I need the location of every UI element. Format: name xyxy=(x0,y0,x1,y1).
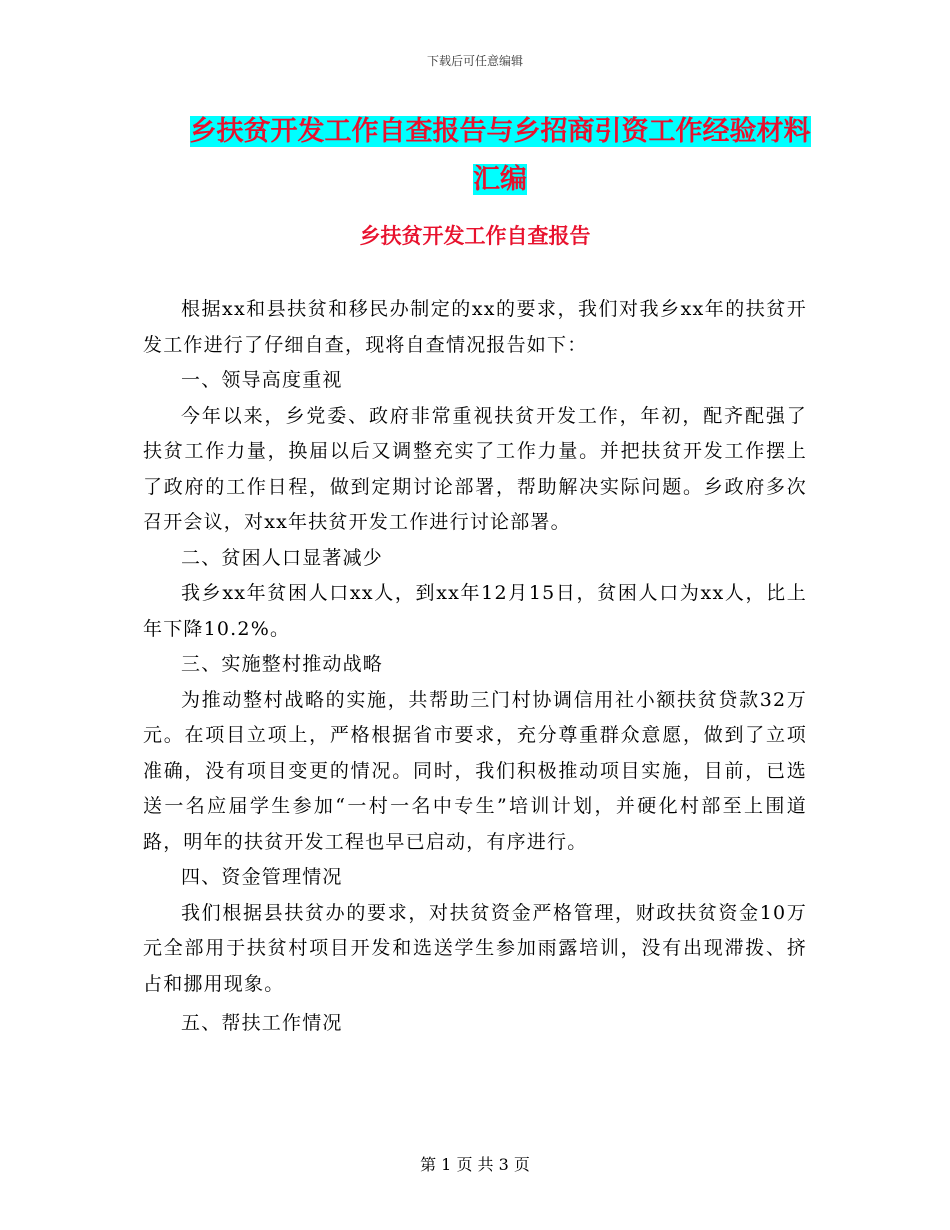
section-heading-5: 五、帮扶工作情况 xyxy=(181,1012,343,1034)
section-heading-1: 一、领导高度重视 xyxy=(181,369,343,391)
page-header-note: 下载后可任意编辑 xyxy=(426,54,523,68)
paragraph-3: 为推动整村战略的实施，共帮助三门村协调信用社小额扶贫贷款32万元。在项目立项上，严格根据省市要求，充分尊重群众意愿，做到了立项准确，没有项目变更的情况。同时，我们积极推动项目实施，目前，已选送一名应届学生参加“一村一名中专生”培训计划，并硬化村部至上围道路，明年的扶贫开发工程也早已启动，有序进行。 xyxy=(143,688,807,853)
document-title-line-1: 乡扶贫开发工作自查报告与乡招商引资工作经验材料 xyxy=(189,116,811,147)
section-heading-4: 四、资金管理情况 xyxy=(181,866,343,888)
paragraph-intro: 根据xx和县扶贫和移民办制定的xx的要求，我们对我乡xx年的扶贫开发工作进行了仔细自查，现将自查情况报告如下： xyxy=(143,298,807,356)
section-heading-3: 三、实施整村推动战略 xyxy=(181,653,384,675)
section-title: 乡扶贫开发工作自查报告 xyxy=(359,224,591,248)
section-heading-2: 二、贫困人口显著减少 xyxy=(181,546,384,569)
page-number: 第 1 页 共 3 页 xyxy=(420,1155,530,1174)
paragraph-1: 今年以来，乡党委、政府非常重视扶贫开发工作，年初，配齐配强了扶贫工作力量，换届以后又调整充实了工作力量。并把扶贫开发工作摆上了政府的工作日程，做到定期讨论部署，帮助解决实际问题。乡政府多次召开会议，对xx年扶贫开发工作进行讨论部署。 xyxy=(143,404,807,533)
document-body xyxy=(143,292,807,1042)
document-title xyxy=(140,108,860,204)
paragraph-4: 我们根据县扶贫办的要求，对扶贫资金严格管理，财政扶贫资金10万元全部用于扶贫村项目开发和选送学生参加雨露培训，没有出现滞拨、挤占和挪用现象。 xyxy=(143,901,807,995)
document-title-line-2: 汇编 xyxy=(473,164,527,195)
paragraph-2: 我乡xx年贫困人口xx人，到xx年12月15日，贫困人口为xx人，比上年下降10.2%。 xyxy=(143,582,807,640)
